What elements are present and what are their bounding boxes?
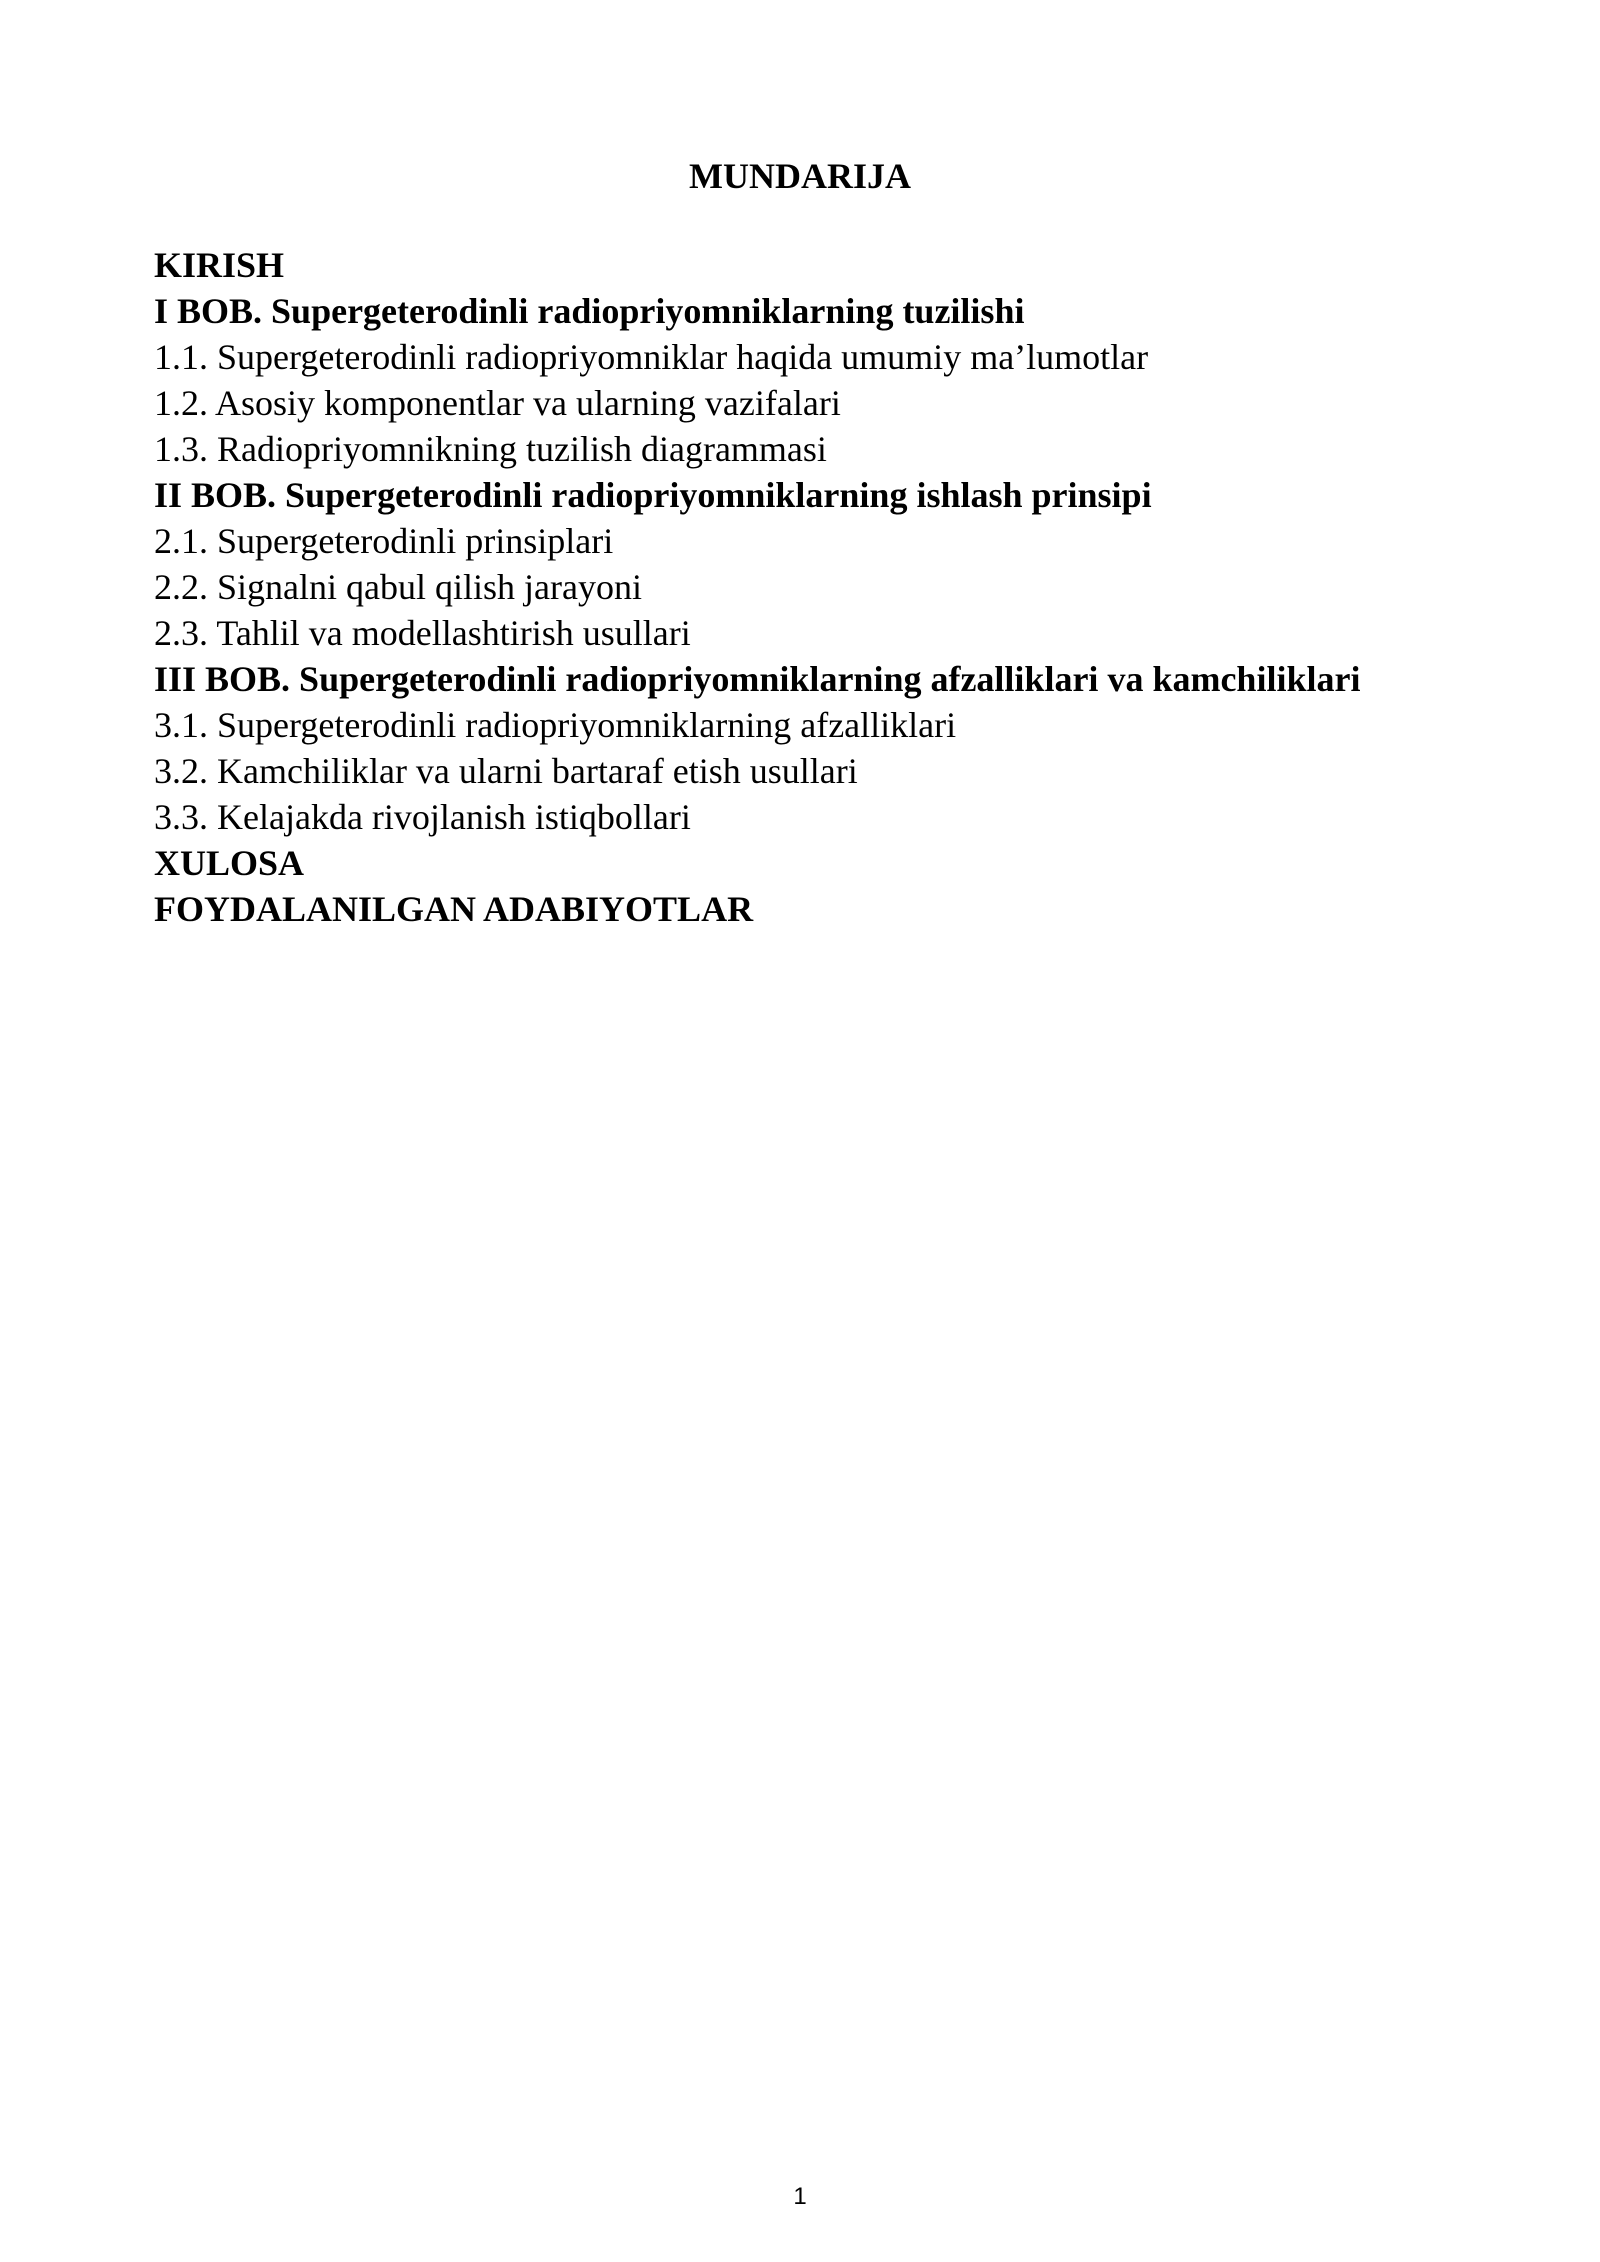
table-of-contents xyxy=(154,242,1484,932)
chapter-heading: I BOB. Supergeterodinli radiopriyomniklarning tuzilishi xyxy=(154,291,1025,331)
toc-item: 2.3. Tahlil va modellashtirish usullari xyxy=(154,613,691,653)
toc-intro: KIRISH xyxy=(154,245,285,285)
page-number: 1 xyxy=(793,2183,807,2210)
toc-conclusion: XULOSA xyxy=(154,843,305,883)
toc-item: 1.3. Radiopriyomnikning tuzilish diagrammasi xyxy=(154,429,827,469)
toc-item: 1.2. Asosiy komponentlar va ularning vazifalari xyxy=(154,383,841,423)
toc-item: 3.1. Supergeterodinli radiopriyomniklarning afzalliklari xyxy=(154,705,957,745)
page-title: MUNDARIJA xyxy=(689,156,911,196)
toc-references: FOYDALANILGAN ADABIYOTLAR xyxy=(154,889,754,929)
toc-item: 2.2. Signalni qabul qilish jarayoni xyxy=(154,567,642,607)
chapter-heading: II BOB. Supergeterodinli radiopriyomniklarning ishlash prinsipi xyxy=(154,475,1152,515)
toc-item: 1.1. Supergeterodinli radiopriyomniklar haqida umumiy ma’lumotlar xyxy=(154,337,1149,377)
toc-closing xyxy=(154,840,1484,932)
toc-item: 2.1. Supergeterodinli prinsiplari xyxy=(154,521,614,561)
toc-item: 3.3. Kelajakda rivojlanish istiqbollari xyxy=(154,797,691,837)
toc-item: 3.2. Kamchiliklar va ularni bartaraf etish usullari xyxy=(154,751,858,791)
toc-chapter-1 xyxy=(154,288,1484,472)
chapter-heading: III BOB. Supergeterodinli radiopriyomniklarning afzalliklari va kamchiliklari xyxy=(154,659,1361,699)
toc-chapter-3 xyxy=(154,656,1484,840)
toc-chapter-2 xyxy=(154,472,1484,656)
